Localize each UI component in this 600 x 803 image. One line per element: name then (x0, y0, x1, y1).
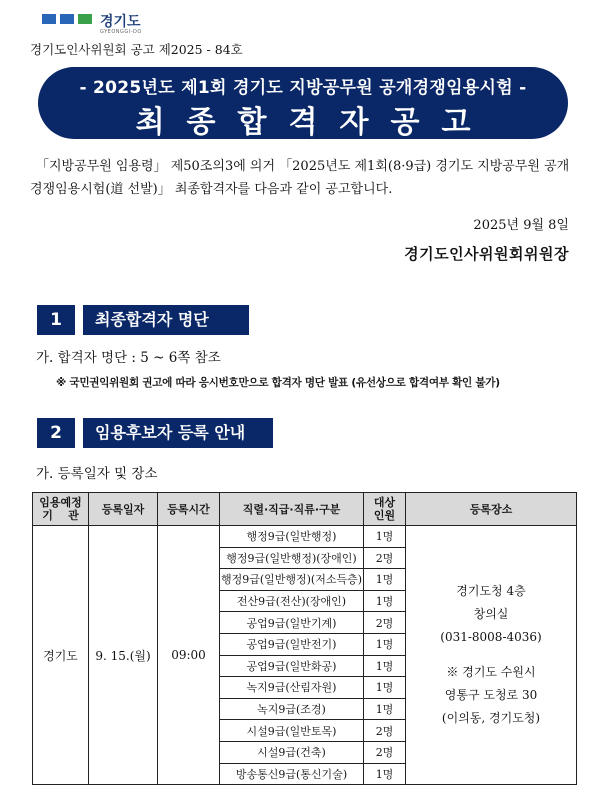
reg-time-cell: 09:00 (158, 526, 220, 785)
section-2-title: 임용후보자 등록 안내 (83, 418, 273, 448)
category-cell: 행정9급(일반행정)(저소득층) (220, 569, 364, 591)
category-cell: 시설9급(건축) (220, 741, 364, 763)
place-line6: (이의동, 경기도청) (441, 711, 541, 726)
header-agency-line1: 임용예정 (39, 496, 82, 509)
header-agency (33, 493, 89, 526)
logo-subtext: GYEONGGI-DO (100, 29, 142, 35)
place-cell (406, 526, 577, 785)
header-agency-line2: 기 관 (42, 509, 79, 522)
count-cell: 2명 (364, 547, 406, 569)
notice-date: 2025년 9월 8일 (473, 218, 569, 233)
place-line4: ※ 경기도 수원시 (446, 665, 536, 680)
logo-mark-2 (60, 14, 74, 24)
category-cell: 행정9급(일반행정) (220, 526, 364, 548)
place-line1: 경기도청 4층 (456, 584, 526, 599)
category-cell: 공업9급(일반화공) (220, 655, 364, 677)
signer: 경기도인사위원회위원장 (404, 245, 569, 263)
intro-paragraph: 「지방공무원 임용령」 제50조의3에 의거 「2025년도 제1회(8·9급) 경기도 지방공무원 공개경쟁임용시험(道 선발)」 최종합격자를 다음과 같이 공고합니다. (30, 159, 570, 197)
header-reg-date: 등록일자 (89, 493, 158, 526)
count-cell: 1명 (364, 655, 406, 677)
category-cell: 방송통신9급(통신기술) (220, 763, 364, 785)
place-line5: 영통구 도청로 30 (444, 688, 538, 703)
count-cell: 2명 (364, 741, 406, 763)
section-2-number: 2 (37, 418, 75, 448)
header-place: 등록장소 (406, 493, 577, 526)
section-1-item: 가. 합격자 명단 : 5 ~ 6쪽 참조 (36, 350, 221, 366)
count-cell: 1명 (364, 633, 406, 655)
header-category: 직렬·직급·직류·구분 (220, 493, 364, 526)
count-cell: 2명 (364, 612, 406, 634)
logo-mark-1 (42, 14, 56, 24)
section-1-number: 1 (37, 305, 75, 335)
count-cell: 2명 (364, 720, 406, 742)
notice-number: 경기도인사위원회 공고 제2025 - 84호 (30, 42, 243, 57)
category-cell: 행정9급(일반행정)(장애인) (220, 547, 364, 569)
reg-date-cell: 9. 15.(월) (89, 526, 158, 785)
section-2-item: 가. 등록일자 및 장소 (36, 466, 158, 482)
count-cell: 1명 (364, 526, 406, 548)
category-cell: 시설9급(일반토목) (220, 720, 364, 742)
section-1-note: ※ 국민권익위원회 권고에 따라 응시번호만으로 합격자 명단 발표 (유선상으로 합격여부 확인 불가) (56, 377, 500, 389)
place-line3: (031-8008-4036) (440, 630, 542, 645)
count-cell: 1명 (364, 677, 406, 699)
logo-text: 경기도 (100, 14, 141, 30)
header-target-line1: 대상 (373, 496, 396, 509)
header-target-line2: 인원 (373, 509, 396, 522)
count-cell: 1명 (364, 698, 406, 720)
banner-title: 최종합격자공고 (135, 105, 493, 140)
place-line2: 창의실 (473, 607, 509, 622)
category-cell: 공업9급(일반전기) (220, 633, 364, 655)
category-cell: 녹지9급(조경) (220, 698, 364, 720)
title-banner (38, 67, 568, 139)
agency-cell: 경기도 (33, 526, 89, 785)
count-cell: 1명 (364, 763, 406, 785)
category-cell: 녹지9급(산림자원) (220, 677, 364, 699)
header-reg-time: 등록시간 (158, 493, 220, 526)
category-cell: 전산9급(전산)(장애인) (220, 590, 364, 612)
registration-table (32, 492, 577, 785)
section-1-title: 최종합격자 명단 (83, 305, 249, 335)
count-cell: 1명 (364, 590, 406, 612)
header-target (364, 493, 406, 526)
logo-mark-3 (78, 14, 92, 24)
gyeonggi-logo (42, 11, 152, 37)
table-header-row (33, 493, 577, 526)
category-cell: 공업9급(일반기계) (220, 612, 364, 634)
banner-subtitle: - 2025년도 제1회 경기도 지방공무원 공개경쟁임용시험 - (79, 78, 527, 98)
count-cell: 1명 (364, 569, 406, 591)
table-row (33, 526, 577, 548)
